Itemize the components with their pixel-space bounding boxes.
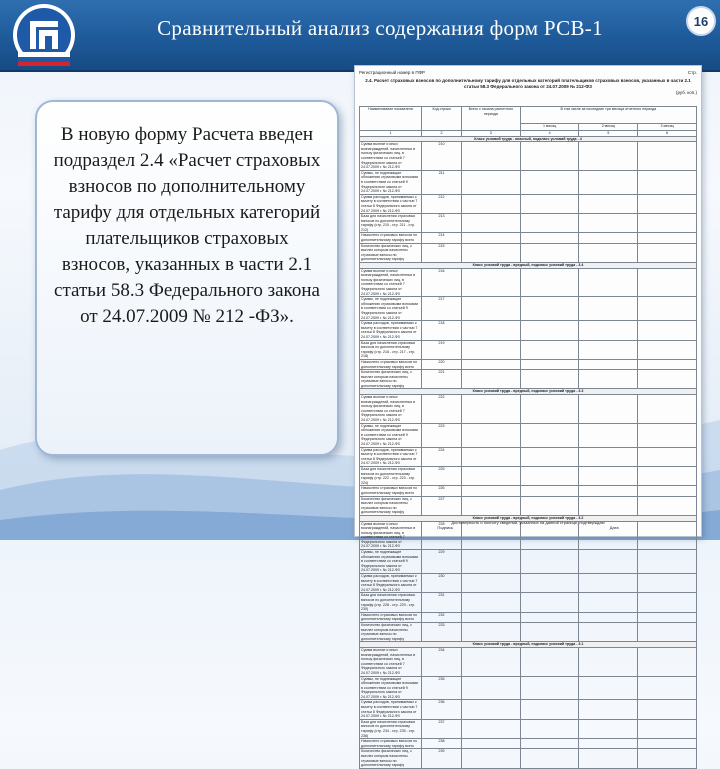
value-cell bbox=[461, 647, 520, 676]
row-name: Сумма расходов, принимаемых к вычету в соответствии с частью 7 статьи 8 Федерального закона от 24.07.2009 г. № 212-ФЗ bbox=[360, 574, 422, 593]
table-row bbox=[360, 622, 697, 641]
table-row bbox=[360, 170, 697, 194]
value-cell bbox=[520, 268, 579, 297]
value-cell bbox=[579, 423, 638, 447]
value-cell bbox=[638, 370, 697, 389]
value-cell bbox=[638, 268, 697, 297]
page-label: Стр. bbox=[687, 70, 697, 75]
row-name: Начислено страховых взносов по дополнительному тарифу всего bbox=[360, 233, 422, 243]
table-row bbox=[360, 370, 697, 389]
table-row bbox=[360, 647, 697, 676]
col-number: 5 bbox=[579, 131, 638, 137]
value-cell bbox=[638, 170, 697, 194]
row-code: 215 bbox=[422, 243, 462, 262]
table-row bbox=[360, 447, 697, 466]
table-row bbox=[360, 719, 697, 738]
col-header-month-1: 1 месяц bbox=[520, 124, 579, 131]
table-row bbox=[360, 142, 697, 171]
row-code: 227 bbox=[422, 496, 462, 515]
row-code: 229 bbox=[422, 550, 462, 574]
row-code: 231 bbox=[422, 593, 462, 612]
table-row bbox=[360, 423, 697, 447]
footer-date-label: Дата bbox=[609, 525, 619, 530]
value-cell bbox=[461, 749, 520, 768]
row-code: 232 bbox=[422, 612, 462, 622]
unit-label: (руб. коп.) bbox=[675, 90, 697, 95]
value-cell bbox=[520, 395, 579, 424]
value-cell bbox=[461, 574, 520, 593]
value-cell bbox=[638, 395, 697, 424]
value-cell bbox=[520, 466, 579, 485]
value-cell bbox=[638, 233, 697, 243]
table-row bbox=[360, 496, 697, 515]
col-number: 3 bbox=[461, 131, 520, 137]
value-cell bbox=[579, 676, 638, 700]
table-row bbox=[360, 593, 697, 612]
table-row bbox=[360, 466, 697, 485]
section-title: Класс условий труда - опасный, подкласс условий труда - 4 bbox=[360, 136, 697, 142]
row-name: Сумма выплат и иных вознаграждений, начисленных в пользу физических лиц, в соответствии со статьей 7 Федерального закона от 24.07.2009 г. № 212-ФЗ bbox=[360, 395, 422, 424]
value-cell bbox=[461, 550, 520, 574]
row-code: 237 bbox=[422, 719, 462, 738]
row-code: 213 bbox=[422, 214, 462, 233]
row-name: Начислено страховых взносов по дополнительному тарифу всего bbox=[360, 359, 422, 369]
table-row bbox=[360, 297, 697, 321]
description-panel bbox=[35, 100, 339, 456]
value-cell bbox=[579, 612, 638, 622]
row-name: Сумма выплат и иных вознаграждений, начисленных в пользу физических лиц, в соответствии со статьей 7 Федерального закона от 24.07.2009 г. № 212-ФЗ bbox=[360, 521, 422, 550]
table-row bbox=[360, 194, 697, 213]
value-cell bbox=[638, 142, 697, 171]
table-body bbox=[360, 136, 697, 768]
table-row bbox=[360, 550, 697, 574]
value-cell bbox=[579, 214, 638, 233]
row-name: Количество физических лиц, с выплат которым начислены страховые взносы по дополнительному тарифу bbox=[360, 370, 422, 389]
row-code: 219 bbox=[422, 340, 462, 359]
value-cell bbox=[520, 214, 579, 233]
value-cell bbox=[579, 574, 638, 593]
value-cell bbox=[579, 496, 638, 515]
value-cell bbox=[579, 268, 638, 297]
row-code: 226 bbox=[422, 486, 462, 496]
description-text: В новую форму Расчета введен подраздел 2.4 «Расчет страховых взносов по дополнительному тарифу для отдельных категорий плательщиков страховых взносов, указанных в части 2.1 статьи 58.3 Федерального закона от 24.07.2009 № 212 -ФЗ». bbox=[53, 124, 321, 327]
col-number: 4 bbox=[520, 131, 579, 137]
value-cell bbox=[638, 423, 697, 447]
row-name: Суммы, не подлежащие обложению страховыми взносами в соответствии со статьей 9 Федерального закона от 24.07.2009 г. № 212-ФЗ bbox=[360, 297, 422, 321]
value-cell bbox=[461, 496, 520, 515]
row-code: 235 bbox=[422, 676, 462, 700]
table-row bbox=[360, 749, 697, 768]
value-cell bbox=[579, 739, 638, 749]
row-name: Начислено страховых взносов по дополнительному тарифу всего bbox=[360, 486, 422, 496]
value-cell bbox=[520, 170, 579, 194]
col-header-month-3: 3 месяц bbox=[638, 124, 697, 131]
value-cell bbox=[638, 676, 697, 700]
value-cell bbox=[638, 574, 697, 593]
row-code: 230 bbox=[422, 574, 462, 593]
row-code: 221 bbox=[422, 370, 462, 389]
pfr-logo-icon bbox=[6, 2, 82, 68]
value-cell bbox=[638, 243, 697, 262]
value-cell bbox=[461, 340, 520, 359]
col-number: 6 bbox=[638, 131, 697, 137]
value-cell bbox=[461, 423, 520, 447]
row-name: Сумма расходов, принимаемых к вычету в соответствии с частью 7 статьи 8 Федерального закона от 24.07.2009 г. № 212-ФЗ bbox=[360, 194, 422, 213]
row-name: Суммы, не подлежащие обложению страховыми взносами в соответствии со статьей 9 Федерального закона от 24.07.2009 г. № 212-ФЗ bbox=[360, 423, 422, 447]
row-name: Сумма выплат и иных вознаграждений, начисленных в пользу физических лиц, в соответствии со статьей 7 Федерального закона от 24.07.2009 г. № 212-ФЗ bbox=[360, 647, 422, 676]
value-cell bbox=[579, 170, 638, 194]
value-cell bbox=[638, 700, 697, 719]
col-number: 2 bbox=[422, 131, 462, 137]
row-name: Суммы, не подлежащие обложению страховыми взносами в соответствии со статьей 9 Федерального закона от 24.07.2009 г. № 212-ФЗ bbox=[360, 170, 422, 194]
col-header-code: Код строки bbox=[422, 107, 462, 131]
value-cell bbox=[520, 194, 579, 213]
value-cell bbox=[579, 447, 638, 466]
table-row bbox=[360, 486, 697, 496]
value-cell bbox=[638, 496, 697, 515]
row-name: База для начисления страховых взносов по дополнительному тарифу (стр. 216 - стр. 217 - стр. 218) bbox=[360, 340, 422, 359]
footer-signature-label: Подпись bbox=[437, 525, 454, 530]
value-cell bbox=[461, 194, 520, 213]
value-cell bbox=[520, 719, 579, 738]
table-row bbox=[360, 340, 697, 359]
page-number-badge: 16 bbox=[686, 6, 716, 36]
value-cell bbox=[638, 194, 697, 213]
value-cell bbox=[520, 612, 579, 622]
section-title: Класс условий труда - вредный, подкласс условий труда - 3.4 bbox=[360, 263, 697, 269]
value-cell bbox=[638, 359, 697, 369]
value-cell bbox=[579, 395, 638, 424]
value-cell bbox=[579, 297, 638, 321]
value-cell bbox=[461, 719, 520, 738]
footer-confirmation: Достоверность и полноту сведений, указанных на данной странице, подтверждаю bbox=[451, 520, 605, 525]
value-cell bbox=[520, 423, 579, 447]
value-cell bbox=[579, 466, 638, 485]
col-header-month-2: 2 месяц bbox=[579, 124, 638, 131]
value-cell bbox=[461, 321, 520, 340]
value-cell bbox=[638, 466, 697, 485]
value-cell bbox=[520, 486, 579, 496]
header-bar bbox=[0, 0, 720, 72]
table-row bbox=[360, 359, 697, 369]
row-code: 225 bbox=[422, 466, 462, 485]
row-code: 217 bbox=[422, 297, 462, 321]
value-cell bbox=[520, 370, 579, 389]
row-name: База для начисления страховых взносов по дополнительному тарифу (стр. 234 - стр. 235 - стр. 236) bbox=[360, 719, 422, 738]
row-name: Сумма расходов, принимаемых к вычету в соответствии с частью 7 статьи 8 Федерального закона от 24.07.2009 г. № 212-ФЗ bbox=[360, 447, 422, 466]
value-cell bbox=[638, 321, 697, 340]
row-name: Суммы, не подлежащие обложению страховыми взносами в соответствии со статьей 9 Федерального закона от 24.07.2009 г. № 212-ФЗ bbox=[360, 550, 422, 574]
table-row bbox=[360, 233, 697, 243]
value-cell bbox=[638, 486, 697, 496]
value-cell bbox=[520, 676, 579, 700]
value-cell bbox=[638, 214, 697, 233]
row-code: 212 bbox=[422, 194, 462, 213]
value-cell bbox=[461, 612, 520, 622]
table-row bbox=[360, 268, 697, 297]
value-cell bbox=[638, 647, 697, 676]
value-cell bbox=[520, 340, 579, 359]
row-code: 220 bbox=[422, 359, 462, 369]
value-cell bbox=[461, 622, 520, 641]
row-code: 224 bbox=[422, 447, 462, 466]
row-name: Количество физических лиц, с выплат которым начислены страховые взносы по дополнительному тарифу bbox=[360, 496, 422, 515]
value-cell bbox=[638, 719, 697, 738]
value-cell bbox=[520, 647, 579, 676]
col-number: 1 bbox=[360, 131, 422, 137]
row-code: 234 bbox=[422, 647, 462, 676]
section-title: Класс условий труда - вредный, подкласс условий труда - 3.2 bbox=[360, 515, 697, 521]
row-name: Количество физических лиц, с выплат которым начислены страховые взносы по дополнительному тарифу bbox=[360, 749, 422, 768]
table-row bbox=[360, 574, 697, 593]
form-document bbox=[354, 65, 702, 768]
value-cell bbox=[520, 233, 579, 243]
value-cell bbox=[638, 612, 697, 622]
value-cell bbox=[520, 447, 579, 466]
value-cell bbox=[520, 142, 579, 171]
row-code: 233 bbox=[422, 622, 462, 641]
row-code: 222 bbox=[422, 395, 462, 424]
value-cell bbox=[461, 370, 520, 389]
col-header-months: В том числе за последние три месяца отчетного периода bbox=[520, 107, 696, 124]
value-cell bbox=[461, 243, 520, 262]
value-cell bbox=[579, 370, 638, 389]
value-cell bbox=[638, 340, 697, 359]
row-code: 239 bbox=[422, 749, 462, 768]
row-code: 211 bbox=[422, 170, 462, 194]
row-name: Начислено страховых взносов по дополнительному тарифу всего bbox=[360, 739, 422, 749]
value-cell bbox=[461, 486, 520, 496]
row-code: 236 bbox=[422, 700, 462, 719]
value-cell bbox=[579, 359, 638, 369]
value-cell bbox=[579, 340, 638, 359]
row-code: 223 bbox=[422, 423, 462, 447]
value-cell bbox=[461, 359, 520, 369]
value-cell bbox=[461, 700, 520, 719]
row-code: 216 bbox=[422, 268, 462, 297]
value-cell bbox=[461, 395, 520, 424]
value-cell bbox=[579, 194, 638, 213]
value-cell bbox=[520, 593, 579, 612]
document-header bbox=[359, 70, 697, 96]
col-header-total: Всего с начала расчетного периода bbox=[461, 107, 520, 131]
value-cell bbox=[579, 700, 638, 719]
value-cell bbox=[520, 550, 579, 574]
table-row bbox=[360, 243, 697, 262]
value-cell bbox=[638, 297, 697, 321]
table-row bbox=[360, 700, 697, 719]
row-name: База для начисления страховых взносов по дополнительному тарифу (стр. 210 - стр. 211 - стр. 212) bbox=[360, 214, 422, 233]
document-footer bbox=[359, 520, 697, 530]
value-cell bbox=[461, 466, 520, 485]
value-cell bbox=[461, 170, 520, 194]
value-cell bbox=[461, 233, 520, 243]
row-code: 214 bbox=[422, 233, 462, 243]
table-row bbox=[360, 214, 697, 233]
value-cell bbox=[461, 142, 520, 171]
row-name: База для начисления страховых взносов по дополнительному тарифу (стр. 228 - стр. 229 - стр. 230) bbox=[360, 593, 422, 612]
row-name: Количество физических лиц, с выплат которым начислены страховые взносы по дополнительному тарифу bbox=[360, 243, 422, 262]
value-cell bbox=[461, 447, 520, 466]
value-cell bbox=[579, 321, 638, 340]
value-cell bbox=[579, 719, 638, 738]
value-cell bbox=[461, 739, 520, 749]
document-heading: 2.4. Расчет страховых взносов по дополнительному тарифу для отдельных категорий плательщиков страховых взносов, указанных в части 2.1 статьи 58.3 Федерального закона от 24.07.2009 № 212-ФЗ bbox=[365, 78, 691, 89]
reg-number-label: Регистрационный номер в ПФР bbox=[359, 70, 425, 75]
value-cell bbox=[520, 574, 579, 593]
row-code: 218 bbox=[422, 321, 462, 340]
row-code: 228 bbox=[422, 521, 462, 550]
value-cell bbox=[579, 550, 638, 574]
value-cell bbox=[520, 749, 579, 768]
row-name: Начислено страховых взносов по дополнительному тарифу всего bbox=[360, 612, 422, 622]
row-name: Суммы, не подлежащие обложению страховыми взносами в соответствии со статьей 9 Федерального закона от 24.07.2009 г. № 212-ФЗ bbox=[360, 676, 422, 700]
value-cell bbox=[520, 359, 579, 369]
value-cell bbox=[579, 749, 638, 768]
calculation-table bbox=[359, 106, 697, 769]
value-cell bbox=[520, 243, 579, 262]
value-cell bbox=[520, 496, 579, 515]
value-cell bbox=[461, 268, 520, 297]
value-cell bbox=[579, 142, 638, 171]
table-row bbox=[360, 612, 697, 622]
value-cell bbox=[638, 622, 697, 641]
value-cell bbox=[461, 676, 520, 700]
value-cell bbox=[520, 297, 579, 321]
value-cell bbox=[638, 447, 697, 466]
value-cell bbox=[520, 622, 579, 641]
value-cell bbox=[461, 297, 520, 321]
value-cell bbox=[579, 243, 638, 262]
row-name: База для начисления страховых взносов по дополнительному тарифу (стр. 222 - стр. 223 - стр. 224) bbox=[360, 466, 422, 485]
table-row bbox=[360, 321, 697, 340]
value-cell bbox=[520, 321, 579, 340]
value-cell bbox=[579, 486, 638, 496]
col-header-name: Наименование показателя bbox=[360, 107, 422, 131]
value-cell bbox=[579, 233, 638, 243]
row-name: Сумма расходов, принимаемых к вычету в соответствии с частью 7 статьи 8 Федерального закона от 24.07.2009 г. № 212-ФЗ bbox=[360, 321, 422, 340]
row-code: 210 bbox=[422, 142, 462, 171]
table-row bbox=[360, 739, 697, 749]
row-name: Количество физических лиц, с выплат которым начислены страховые взносы по дополнительному тарифу bbox=[360, 622, 422, 641]
row-name: Сумма выплат и иных вознаграждений, начисленных в пользу физических лиц, в соответствии со статьей 7 Федерального закона от 24.07.2009 г. № 212-ФЗ bbox=[360, 142, 422, 171]
value-cell bbox=[579, 622, 638, 641]
value-cell bbox=[638, 749, 697, 768]
value-cell bbox=[579, 593, 638, 612]
value-cell bbox=[638, 739, 697, 749]
row-name: Сумма расходов, принимаемых к вычету в соответствии с частью 7 статьи 8 Федерального закона от 24.07.2009 г. № 212-ФЗ bbox=[360, 700, 422, 719]
table-row bbox=[360, 676, 697, 700]
value-cell bbox=[461, 593, 520, 612]
section-title: Класс условий труда - вредный, подкласс условий труда - 3.3 bbox=[360, 389, 697, 395]
table-row bbox=[360, 395, 697, 424]
page-title: Сравнительный анализ содержания форм РСВ-1 bbox=[157, 16, 603, 40]
section-title: Класс условий труда - вредный, подкласс условий труда - 3.1 bbox=[360, 642, 697, 648]
value-cell bbox=[520, 700, 579, 719]
value-cell bbox=[638, 550, 697, 574]
value-cell bbox=[520, 739, 579, 749]
row-code: 238 bbox=[422, 739, 462, 749]
value-cell bbox=[579, 647, 638, 676]
value-cell bbox=[461, 214, 520, 233]
value-cell bbox=[638, 593, 697, 612]
row-name: Сумма выплат и иных вознаграждений, начисленных в пользу физических лиц, в соответствии со статьей 7 Федерального закона от 24.07.2009 г. № 212-ФЗ bbox=[360, 268, 422, 297]
